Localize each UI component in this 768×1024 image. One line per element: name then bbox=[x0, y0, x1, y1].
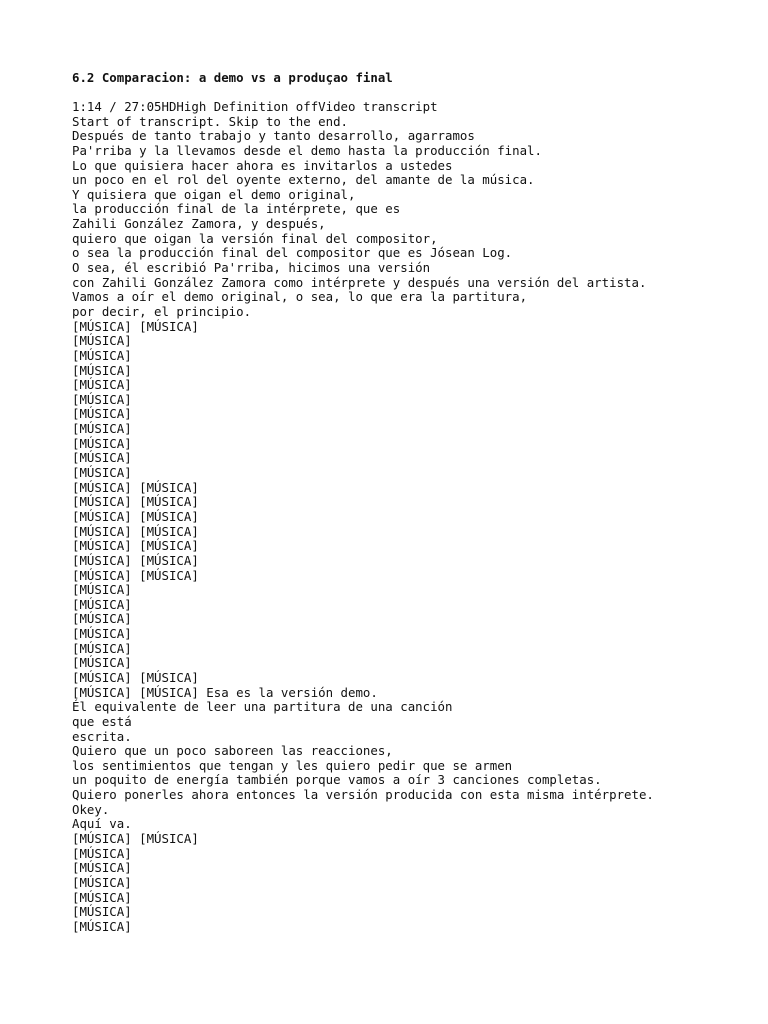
transcript-line: un poco en el rol del oyente externo, del amante de la música. bbox=[72, 172, 535, 188]
transcript-line: [MÚSICA] bbox=[72, 845, 132, 861]
transcript-line: [MÚSICA] bbox=[72, 596, 132, 612]
transcript-line: quiero que oigan la versión final del compositor, bbox=[72, 230, 438, 246]
transcript-line: [MÚSICA] bbox=[72, 421, 132, 437]
transcript-line: [MÚSICA] bbox=[72, 860, 132, 876]
transcript-line: [MÚSICA] [MÚSICA] bbox=[72, 479, 199, 495]
transcript-line: [MÚSICA] bbox=[72, 611, 132, 627]
transcript-line: [MÚSICA] [MÚSICA] bbox=[72, 538, 199, 554]
transcript-line: o sea la producción final del compositor que es Jósean Log. bbox=[72, 245, 513, 261]
transcript-line: Pa'rriba y la llevamos desde el demo hasta la producción final. bbox=[72, 142, 542, 158]
transcript-line: los sentimientos que tengan y les quiero pedir que se armen bbox=[72, 757, 513, 773]
transcript-line: por decir, el principio. bbox=[72, 303, 252, 319]
transcript-line: [MÚSICA] bbox=[72, 626, 132, 642]
transcript-line: Lo que quisiera hacer ahora es invitarlos a ustedes bbox=[72, 157, 453, 173]
transcript-line: [MÚSICA] bbox=[72, 377, 132, 393]
transcript-line: Quiero ponerles ahora entonces la versión producida con esta misma intérprete. bbox=[72, 787, 654, 803]
transcript-line: [MÚSICA] bbox=[72, 874, 132, 890]
transcript-line: [MÚSICA] [MÚSICA] bbox=[72, 669, 199, 685]
transcript-line: [MÚSICA] [MÚSICA] bbox=[72, 508, 199, 524]
transcript-line: [MÚSICA] bbox=[72, 889, 132, 905]
transcript-line: con Zahili González Zamora como intérprete y después una versión del artista. bbox=[72, 274, 647, 290]
transcript-line: [MÚSICA] bbox=[72, 640, 132, 656]
transcript-line: [MÚSICA] bbox=[72, 406, 132, 422]
transcript-line: Zahili González Zamora, y después, bbox=[72, 216, 326, 232]
transcript-line: Quiero que un poco saboreen las reacciones, bbox=[72, 743, 393, 759]
transcript-line: [MÚSICA] bbox=[72, 362, 132, 378]
transcript-body bbox=[72, 100, 752, 935]
transcript-line: Y quisiera que oigan el demo original, bbox=[72, 186, 356, 202]
transcript-line: [MÚSICA] bbox=[72, 391, 132, 407]
transcript-line: [MÚSICA] [MÚSICA] bbox=[72, 523, 199, 539]
transcript-line: [MÚSICA] bbox=[72, 655, 132, 671]
transcript-line: [MÚSICA] [MÚSICA] Esa es la versión demo. bbox=[72, 684, 378, 700]
transcript-line: [MÚSICA] bbox=[72, 333, 132, 349]
transcript-line: [MÚSICA] bbox=[72, 465, 132, 481]
transcript-line: Aquí va. bbox=[72, 816, 132, 832]
transcript-line: [MÚSICA] bbox=[72, 904, 132, 920]
transcript-line: [MÚSICA] bbox=[72, 347, 132, 363]
document-title: 6.2 Comparacion: a demo vs a produçao final bbox=[72, 70, 393, 85]
transcript-line: Okey. bbox=[72, 801, 110, 817]
transcript-line: un poquito de energía también porque vamos a oír 3 canciones completas. bbox=[72, 772, 602, 788]
transcript-line: O sea, él escribió Pa'rriba, hicimos una versión bbox=[72, 260, 431, 276]
transcript-line: Start of transcript. Skip to the end. bbox=[72, 113, 349, 129]
transcript-line: [MÚSICA] bbox=[72, 918, 132, 934]
transcript-line: [MÚSICA] bbox=[72, 435, 132, 451]
transcript-line: [MÚSICA] bbox=[72, 450, 132, 466]
transcript-line: [MÚSICA] [MÚSICA] bbox=[72, 494, 199, 510]
transcript-line: [MÚSICA] [MÚSICA] bbox=[72, 831, 199, 847]
transcript-line: [MÚSICA] [MÚSICA] bbox=[72, 318, 199, 334]
transcript-line: Después de tanto trabajo y tanto desarrollo, agarramos bbox=[72, 128, 475, 144]
transcript-line: Él equivalente de leer una partitura de una canción bbox=[72, 699, 453, 715]
transcript-line: 1:14 / 27:05HDHigh Definition offVideo transcript bbox=[72, 99, 438, 114]
transcript-line: [MÚSICA] bbox=[72, 582, 132, 598]
transcript-line: [MÚSICA] [MÚSICA] bbox=[72, 567, 199, 583]
transcript-line: [MÚSICA] [MÚSICA] bbox=[72, 552, 199, 568]
transcript-line: Vamos a oír el demo original, o sea, lo que era la partitura, bbox=[72, 289, 528, 305]
transcript-line: la producción final de la intérprete, que es bbox=[72, 201, 401, 217]
transcript-line: que está bbox=[72, 713, 132, 729]
transcript-line: escrita. bbox=[72, 728, 132, 744]
